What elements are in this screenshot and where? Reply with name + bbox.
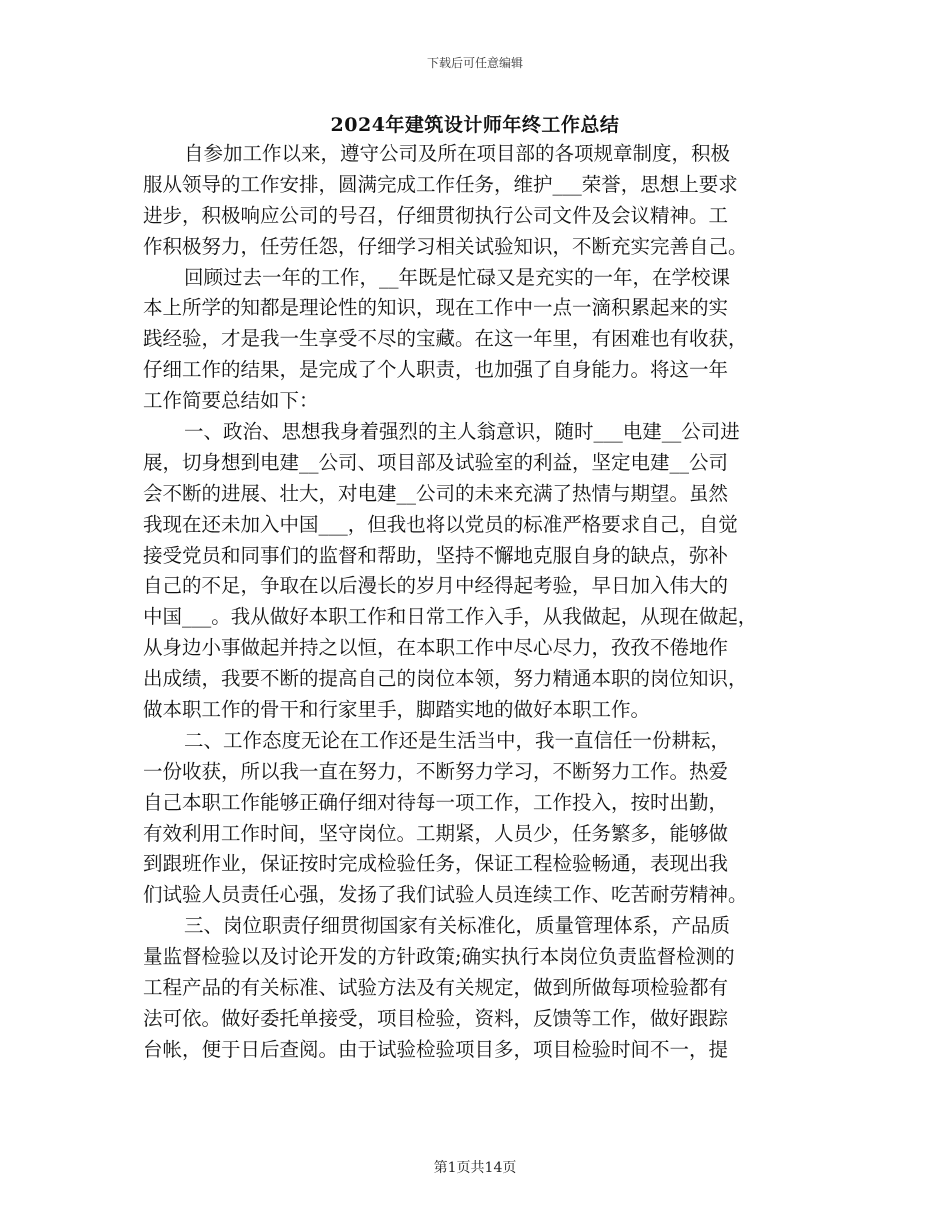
paragraph-line: 作积极努力，任劳任怨，仔细学习相关试验知识，不断充实完善自己。 (143, 234, 748, 258)
paragraph-line: 有效利用工作时间，坚守岗位。工期紧，人员少，任务繁多，能够做 (143, 821, 729, 845)
paragraph-line: 二、工作态度无论在工作还是生活当中，我一直信任一份耕耘， (184, 728, 731, 752)
paragraph-line: 一份收获，所以我一直在努力，不断努力学习，不断努力工作。热爱 (143, 759, 729, 783)
paragraph-line: 自己的不足，争取在以后漫长的岁月中经得起考验，早日加入伟大的 (143, 574, 729, 598)
document-body (143, 139, 811, 1066)
paragraph-line: 自己本职工作能够正确仔细对待每一项工作，工作投入，按时出勤， (143, 790, 729, 814)
paragraph-line: 展，切身想到电建__公司、项目部及试验室的利益，坚定电建__公司 (143, 450, 729, 474)
paragraph-line: 做本职工作的骨干和行家里手，脚踏实地的做好本职工作。 (143, 698, 651, 722)
paragraph-line: 服从领导的工作安排，圆满完成工作任务，维护___荣誉，思想上要求 (143, 172, 738, 196)
paragraph-line: 我现在还未加入中国___，但我也将以党员的标准严格要求自己，自觉 (143, 512, 738, 536)
paragraph-line: 从身边小事做起并持之以恒，在本职工作中尽心尽力，孜孜不倦地作 (143, 636, 729, 660)
paragraph-line: 法可依。做好委托单接受，项目检验，资料，反馈等工作，做好跟踪 (143, 1006, 729, 1030)
page-header-note: 下载后可任意编辑 (426, 56, 523, 70)
paragraph-line: 本上所学的知都是理论性的知识，现在工作中一点一滴积累起来的实 (143, 296, 729, 320)
paragraph-line: 会不断的进展、壮大，对电建__公司的未来充满了热情与期望。虽然 (143, 481, 729, 505)
paragraph-line: 工作简要总结如下： (143, 389, 319, 413)
paragraph-line: 中国___。我从做好本职工作和日常工作入手，从我做起，从现在做起， (143, 605, 758, 629)
paragraph-line: 量监督检验以及讨论开发的方针政策;确实执行本岗位负责监督检测的 (143, 945, 735, 969)
paragraph-line: 台帐，便于日后查阅。由于试验检验项目多，项目检验时间不一，提 (143, 1037, 729, 1061)
paragraph-line: 工程产品的有关标准、试验方法及有关规定，做到所做每项检验都有 (143, 976, 729, 1000)
paragraph-line: 们试验人员责任心强，发扬了我们试验人员连续工作、吃苦耐劳精神。 (143, 883, 748, 907)
paragraph-line: 出成绩，我要不断的提高自己的岗位本领，努力精通本职的岗位知识， (143, 667, 748, 691)
paragraph-line: 践经验，才是我一生享受不尽的宝藏。在这一年里，有困难也有收获， (143, 327, 748, 351)
paragraph-line: 回顾过去一年的工作，__年既是忙碌又是充实的一年，在学校课 (184, 265, 731, 289)
paragraph-line: 到跟班作业，保证按时完成检验任务，保证工程检验畅通，表现出我 (143, 852, 729, 876)
paragraph-line: 自参加工作以来，遵守公司及所在项目部的各项规章制度，积极 (184, 142, 731, 165)
document-title: 2024年建筑设计师年终工作总结 (330, 114, 620, 136)
paragraph-line: 仔细工作的结果，是完成了个人职责，也加强了自身能力。将这一年 (143, 358, 729, 382)
paragraph-line: 进步，积极响应公司的号召，仔细贯彻执行公司文件及会议精神。工 (143, 203, 729, 227)
paragraph-line: 一、政治、思想我身着强烈的主人翁意识，随时___电建__公司进 (184, 420, 740, 444)
paragraph-line: 三、岗位职责仔细贯彻国家有关标准化，质量管理体系，产品质 (184, 914, 731, 938)
page-number-footer: 第1页共14页 (433, 1160, 517, 1176)
paragraph-line: 接受党员和同事们的监督和帮助，坚持不懈地克服自身的缺点，弥补 (143, 543, 729, 567)
